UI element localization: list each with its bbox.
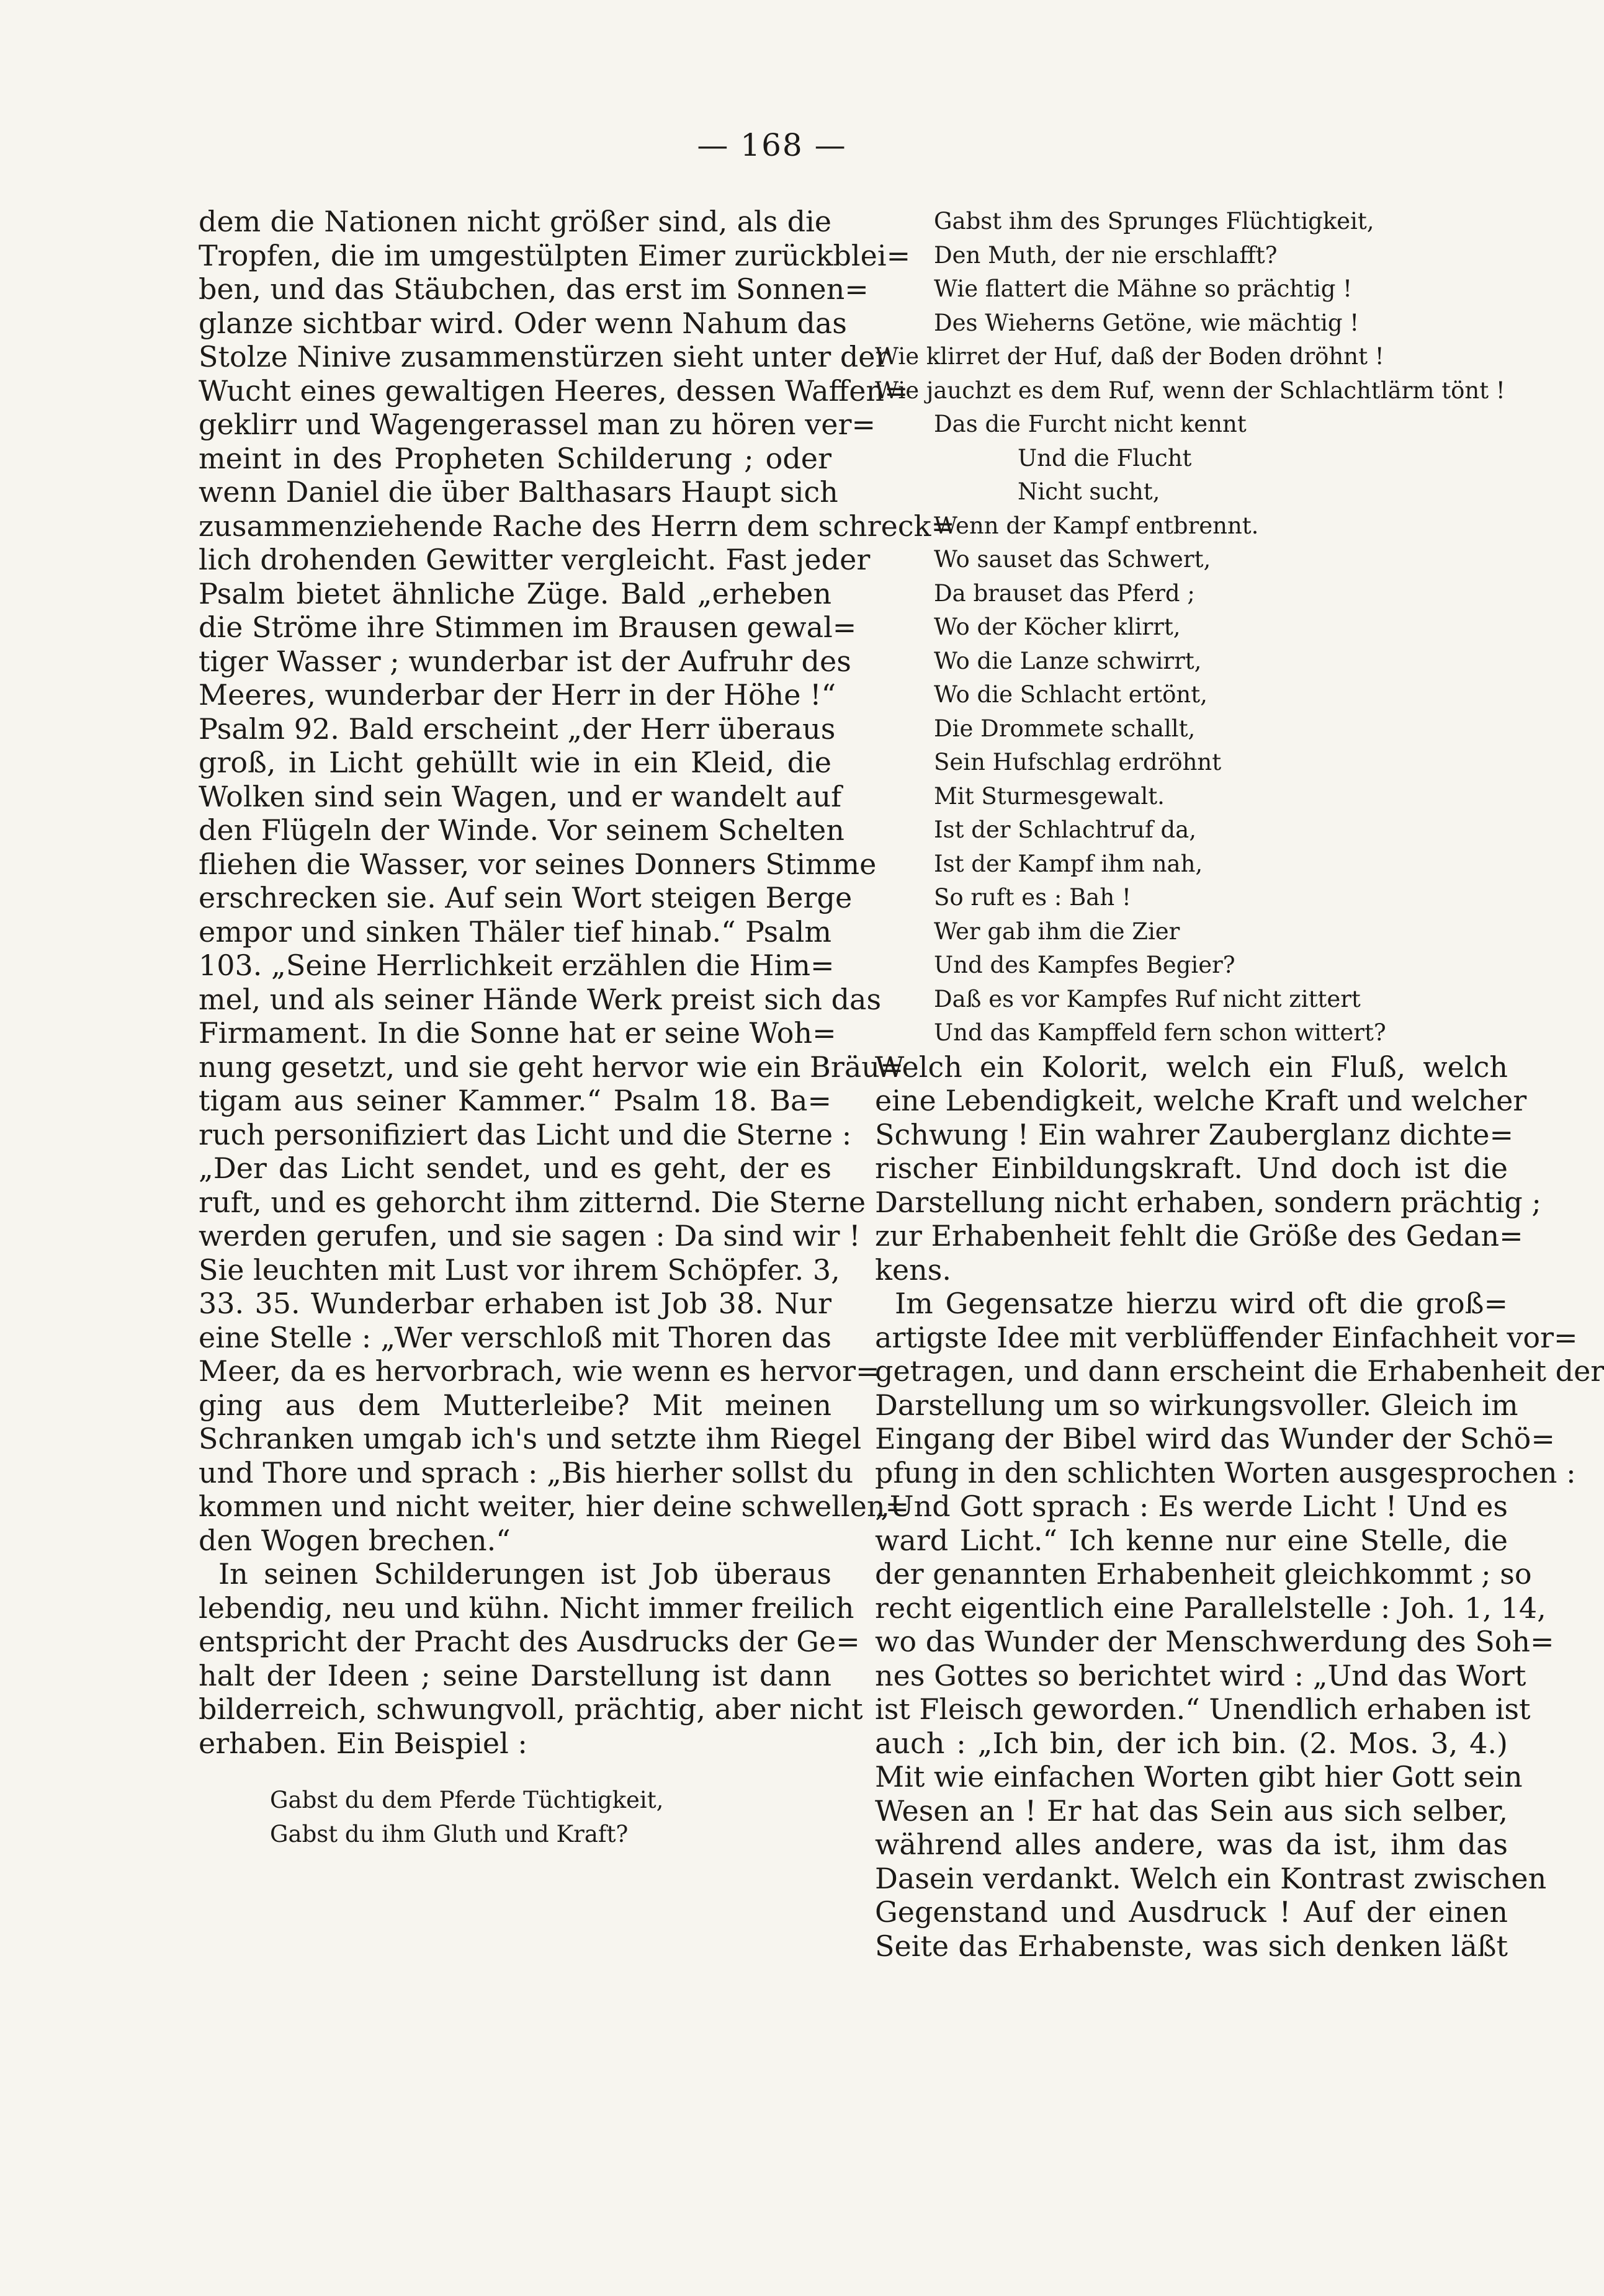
text-line: tiger Wasser ; wunderbar ist der Aufruhr des	[199, 644, 851, 678]
text-line: geklirr und Wagengerassel man zu hören ver=	[199, 408, 876, 441]
text-line: Darstellung um so wirkungsvoller. Gleich im	[875, 1388, 1518, 1422]
text-line: recht eigentlich eine Parallelstelle : Joh. 1, 14,	[875, 1591, 1546, 1625]
text-line: rischer Einbildungskraft. Und doch ist die	[875, 1151, 1508, 1185]
text-line: Wucht eines gewaltigen Heeres, dessen Waffen=	[199, 373, 908, 408]
verse-line: Wo die Lanze schwirrt,	[934, 647, 1202, 674]
verse-line: Gabst du ihm Gluth und Kraft?	[270, 1820, 629, 1847]
left-column	[199, 205, 956, 2277]
text-line: kommen und nicht weiter, hier deine schwellen=	[199, 1490, 910, 1523]
text-line: Dasein verdankt. Welch ein Kontrast zwischen	[875, 1861, 1547, 1895]
text-line: bilderreich, schwungvoll, prächtig, aber nicht	[199, 1692, 863, 1726]
text-line: zusammenziehende Rache des Herrn dem schreck=	[199, 509, 956, 543]
verse-line: Wo die Schlacht ertönt,	[934, 681, 1207, 708]
text-line: groß, in Licht gehüllt wie in ein Kleid, die	[199, 746, 831, 779]
verse-block	[199, 1784, 831, 1851]
text-line: Schwung ! Ein wahrer Zauberglanz dichte=	[875, 1117, 1514, 1151]
text-line: tigam aus seiner Kammer.“ Psalm 18. Ba=	[199, 1084, 831, 1117]
text-line: der genannten Erhabenheit gleichkommt ; so	[875, 1557, 1532, 1591]
text-line: den Wogen brechen.“	[199, 1523, 511, 1557]
text-line: Wolken sind sein Wagen, und er wandelt auf	[199, 779, 842, 813]
paragraph	[199, 1557, 863, 1760]
text-line: eine Stelle : „Wer verschloß mit Thoren das	[199, 1320, 831, 1354]
text-line: mel, und als seiner Hände Werk preist sich das	[199, 982, 882, 1016]
text-line: und Thore und sprach : „Bis hierher sollst du	[199, 1455, 854, 1490]
verse-line: Da brauset das Pferd ;	[934, 579, 1195, 607]
verse-line: Wer gab ihm die Zier	[934, 918, 1180, 945]
text-line: dem die Nationen nicht größer sind, als die	[199, 205, 831, 238]
verse-line: Die Drommete schallt,	[934, 715, 1196, 742]
text-line: ruft, und es gehorcht ihm zitternd. Die Sterne	[199, 1185, 866, 1219]
verse-line: Daß es vor Kampfes Ruf nicht zittert	[934, 985, 1361, 1012]
verse-line: Nicht sucht,	[1018, 478, 1160, 505]
text-line: nung gesetzt, und sie geht hervor wie ein Bräu=	[199, 1050, 904, 1084]
text-line: Mit wie einfachen Worten gibt hier Gott sein	[875, 1760, 1523, 1793]
verse-line: Sein Hufschlag erdröhnt	[934, 749, 1222, 775]
text-line: Firmament. In die Sonne hat er seine Woh=	[199, 1016, 836, 1050]
paragraph	[199, 205, 956, 1557]
verse-line: Ist der Schlachtruf da,	[934, 816, 1196, 843]
text-line: Welch ein Kolorit, welch ein Fluß, welch	[875, 1050, 1508, 1084]
text-line: meint in des Propheten Schilderung ; oder	[199, 441, 831, 475]
page-number: — 168 —	[697, 127, 847, 163]
text-line: Seite das Erhabenste, was sich denken läßt	[875, 1929, 1508, 1963]
text-line: den Flügeln der Winde. Vor seinem Schelten	[199, 813, 845, 847]
text-line: Tropfen, die im umgestülpten Eimer zurückblei=	[199, 238, 911, 272]
text-line: zur Erhabenheit fehlt die Größe des Gedan=	[875, 1219, 1523, 1253]
verse-line: Das die Furcht nicht kennt	[934, 411, 1247, 437]
text-line: werden gerufen, und sie sagen : Da sind wir !	[199, 1219, 861, 1253]
text-line: Eingang der Bibel wird das Wunder der Schö=	[875, 1422, 1555, 1455]
text-line: auch : „Ich bin, der ich bin. (2. Mos. 3, 4.)	[875, 1726, 1508, 1760]
text-line: ruch personifiziert das Licht und die Sterne :	[199, 1117, 852, 1151]
text-line: „Und Gott sprach : Es werde Licht ! Und es	[875, 1490, 1508, 1523]
verse-line: Wenn der Kampf entbrennt.	[934, 512, 1259, 539]
text-line: empor und sinken Thäler tief hinab.“ Psalm	[199, 914, 831, 949]
verse-line: Ist der Kampf ihm nah,	[934, 850, 1203, 877]
text-line: entspricht der Pracht des Ausdrucks der Ge=	[199, 1625, 860, 1658]
verse-line: So ruft es : Bah !	[934, 884, 1131, 911]
text-line: kens.	[875, 1253, 951, 1287]
text-line: lebendig, neu und kühn. Nicht immer freilich	[199, 1591, 854, 1625]
text-line: Sie leuchten mit Lust vor ihrem Schöpfer. 3,	[199, 1253, 840, 1287]
text-line: In seinen Schilderungen ist Job überaus	[218, 1557, 831, 1591]
verse-line: Wie flattert die Mähne so prächtig !	[934, 275, 1353, 302]
text-line: wenn Daniel die über Balthasars Haupt sich	[199, 475, 838, 509]
verse-line: Und des Kampfes Begier?	[934, 952, 1235, 978]
text-line: Darstellung nicht erhaben, sondern prächtig ;	[875, 1185, 1541, 1219]
text-line: wo das Wunder der Menschwerdung des Soh=	[875, 1625, 1554, 1658]
verse-line: Gabst du dem Pferde Tüchtigkeit,	[270, 1787, 664, 1813]
text-line: eine Lebendigkeit, welche Kraft und welcher	[875, 1084, 1527, 1117]
text-line: Gegenstand und Ausdruck ! Auf der einen	[875, 1895, 1508, 1929]
verse-line: Des Wieherns Getöne, wie mächtig !	[934, 309, 1360, 336]
verse-line: Mit Sturmesgewalt.	[934, 782, 1165, 810]
text-line: „Der das Licht sendet, und es geht, der es	[199, 1151, 831, 1185]
text-line: Wesen an ! Er hat das Sein aus sich selber,	[875, 1793, 1508, 1828]
text-line: Psalm 92. Bald erscheint „der Herr überaus	[199, 712, 836, 746]
verse-line: Wie jauchzt es dem Ruf, wenn der Schlachtlärm tönt !	[875, 377, 1505, 404]
verse-block	[875, 205, 1508, 1050]
text-line: ward Licht.“ Ich kenne nur eine Stelle, die	[875, 1523, 1508, 1557]
text-line: Schranken umgab ich's und setzte ihm Riegel	[199, 1422, 862, 1455]
text-line: erhaben. Ein Beispiel :	[199, 1726, 527, 1760]
text-line: Meeres, wunderbar der Herr in der Höhe !“	[199, 678, 836, 712]
text-line: Psalm bietet ähnliche Züge. Bald „erheben	[199, 576, 831, 610]
text-line: glanze sichtbar wird. Oder wenn Nahum das	[199, 306, 847, 340]
verse-line: Wie klirret der Huf, daß der Boden dröhnt !	[875, 343, 1384, 370]
text-line: Im Gegensatze hierzu wird oft die groß=	[895, 1287, 1508, 1320]
verse-line: Wo sauset das Schwert,	[934, 546, 1211, 573]
text-line: 103. „Seine Herrlichkeit erzählen die Him=	[199, 949, 835, 982]
right-column	[875, 205, 1604, 2277]
text-line: 33. 35. Wunderbar erhaben ist Job 38. Nur	[199, 1287, 831, 1320]
verse-line: Den Muth, der nie erschlafft?	[934, 241, 1278, 269]
text-line: während alles andere, was da ist, ihm das	[875, 1828, 1508, 1861]
text-line: die Ströme ihre Stimmen im Brausen gewal=	[199, 610, 857, 644]
text-line: ist Fleisch geworden.“ Unendlich erhaben ist	[875, 1692, 1531, 1726]
paragraph	[875, 1050, 1541, 1287]
verse-line: Und die Flucht	[1018, 444, 1192, 471]
verse-line: Und das Kampffeld fern schon wittert?	[934, 1019, 1386, 1046]
text-line: Meer, da es hervorbrach, wie wenn es hervor=	[199, 1354, 880, 1388]
text-line: pfung in den schlichten Worten ausgesprochen :	[875, 1455, 1576, 1490]
text-line: getragen, und dann erscheint die Erhabenheit der	[875, 1354, 1604, 1388]
verse-line: Gabst ihm des Sprunges Flüchtigkeit,	[934, 208, 1374, 235]
text-line: ben, und das Stäubchen, das erst im Sonnen=	[199, 272, 869, 306]
text-line: Stolze Ninive zusammenstürzen sieht unter der	[199, 340, 889, 373]
text-line: erschrecken sie. Auf sein Wort steigen Berge	[199, 881, 853, 914]
text-line: ging aus dem Mutterleibe? Mit meinen	[199, 1388, 831, 1422]
text-line: artigste Idee mit verblüffender Einfachheit vor=	[875, 1320, 1578, 1354]
text-line: nes Gottes so berichtet wird : „Und das Wort	[875, 1658, 1526, 1692]
text-line: fliehen die Wasser, vor seines Donners Stimme	[199, 847, 877, 881]
verse-line: Wo der Köcher klirrt,	[934, 614, 1181, 640]
paragraph	[875, 1287, 1604, 1963]
text-line: halt der Ideen ; seine Darstellung ist dann	[199, 1658, 831, 1692]
text-line: lich drohenden Gewitter vergleicht. Fast jeder	[199, 543, 871, 576]
